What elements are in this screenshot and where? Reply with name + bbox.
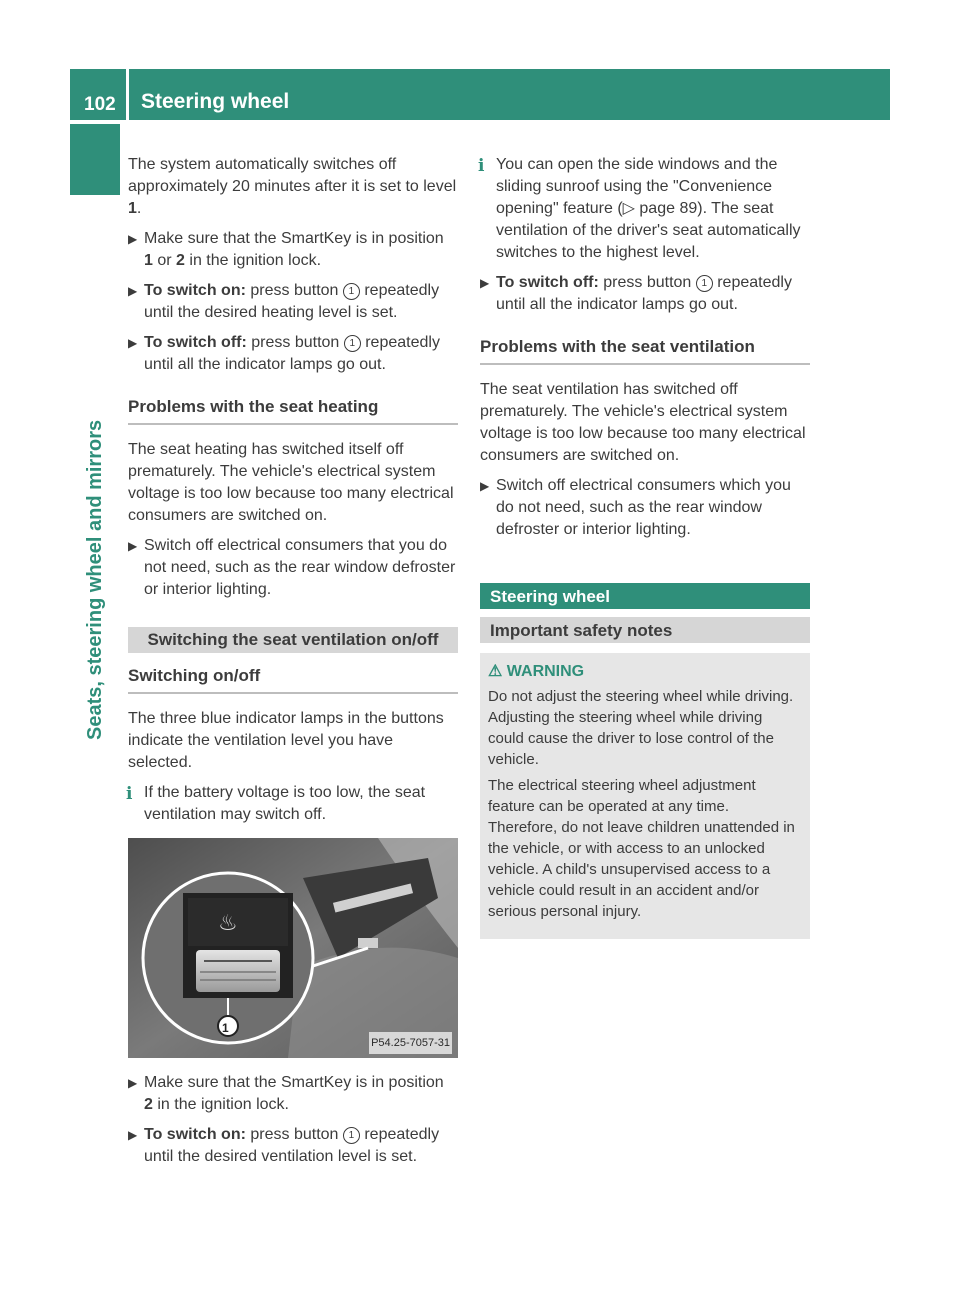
svg-text:♨: ♨: [218, 911, 238, 936]
step-arrow-icon: ▶: [128, 1076, 138, 1090]
step-switch-off-ventilation: [480, 272, 810, 316]
step-arrow-icon: ▶: [480, 276, 490, 290]
warning-box: [480, 653, 810, 939]
step-text: Switch off electrical consumers which you do not need, such as the rear window defroster or interior lighting.: [496, 477, 791, 538]
position-2: 2: [176, 252, 185, 269]
step-arrow-icon: ▶: [128, 284, 138, 298]
step-text: repeatedly until the desired heating level is set.: [144, 282, 440, 321]
intro-paragraph: [128, 154, 458, 220]
step-smartkey-heating: [128, 228, 458, 272]
info-icon: i: [126, 784, 133, 804]
step-text: press button: [250, 1126, 339, 1143]
warning-paragraph-2: The electrical steering wheel adjustment feature can be operated at any time. Therefore, do not leave children unattended in the vehicle, or with access to an unlocked vehicle. A child's unsupervised access to a vehicle could result in an accident and/or serious personal injury.: [488, 777, 795, 920]
warning-label: WARNING: [506, 663, 585, 680]
intro-end: .: [136, 200, 142, 217]
step-switch-on-heating: [128, 280, 458, 324]
ventilation-text: The three blue indicator lamps in the buttons indicate the ventilation level you have selected.: [128, 710, 444, 771]
step-text: in the ignition lock.: [189, 252, 322, 269]
step-switch-on-ventilation: [128, 1124, 458, 1168]
info-icon: i: [478, 156, 485, 176]
step-arrow-icon: ▶: [128, 336, 138, 350]
page-number: 102: [84, 94, 116, 115]
intro-text: The system automatically switches off approximately 20 minutes after it is set to level: [128, 156, 457, 195]
step-switch-off-consumers-right: [480, 475, 810, 541]
step-label: To switch off:: [496, 274, 599, 291]
heading-problems-seat-heating: Problems with the seat heating: [128, 396, 458, 425]
info-text: If the battery voltage is too low, the seat ventilation may switch off.: [144, 784, 426, 823]
step-arrow-icon: ▶: [128, 539, 138, 553]
step-smartkey-ventilation: [128, 1072, 458, 1116]
left-column: [128, 154, 458, 1176]
heading-problems-seat-ventilation: Problems with the seat ventilation: [480, 336, 810, 365]
info-battery-voltage: [128, 782, 458, 826]
heading-switching-on-off: Switching on/off: [128, 665, 458, 694]
step-text: press button: [251, 334, 340, 351]
problems-heating-text: The seat heating has switched itself off prematurely. The vehicle's electrical system voltage is too low because too many electrical consumers are switched on.: [128, 441, 454, 524]
side-tab-block: [70, 124, 120, 195]
step-text: Make sure that the SmartKey is in position: [144, 1074, 444, 1091]
info-text: You can open the side windows and the sliding sunroof using the "Convenience opening" feature (▷ page 89). The seat ventilation of the driver's seat automatically switches to the highest level.: [496, 156, 801, 261]
problems-ventilation-text: The seat ventilation has switched off prematurely. The vehicle's electrical system voltage is too low because too many electrical consumers are switched on.: [480, 381, 806, 464]
page-title: Steering wheel: [141, 90, 290, 113]
step-text: press button: [250, 282, 339, 299]
position-1: 1: [144, 252, 153, 269]
step-text: repeatedly until all the indicator lamps go out.: [496, 274, 792, 313]
step-label: To switch on:: [144, 1126, 246, 1143]
step-text: Switch off electrical consumers that you do not need, such as the rear window defroster or interior lighting.: [144, 537, 456, 598]
warning-title: [488, 661, 802, 682]
callout-1-icon: 1: [343, 1127, 360, 1144]
step-arrow-icon: ▶: [480, 479, 490, 493]
callout-1-icon: 1: [696, 275, 713, 292]
side-tab-label: Seats, steering wheel and mirrors: [84, 419, 106, 740]
section-heading-steering-wheel: Steering wheel: [480, 583, 810, 609]
step-arrow-icon: ▶: [128, 232, 138, 246]
step-label: To switch on:: [144, 282, 246, 299]
header-divider: [126, 69, 129, 120]
step-switch-off-heating: [128, 332, 458, 376]
callout-1-icon: 1: [343, 283, 360, 300]
step-text: repeatedly until the desired ventilation level is set.: [144, 1126, 440, 1165]
door-panel-illustration: [128, 838, 458, 1058]
step-switch-off-consumers: [128, 535, 458, 601]
position-2: 2: [144, 1096, 153, 1113]
callout-1-icon: 1: [344, 335, 361, 352]
step-label: To switch off:: [144, 334, 247, 351]
step-or: or: [157, 252, 172, 269]
warning-paragraph-1: Do not adjust the steering wheel while driving. Adjusting the steering wheel while driving could cause the driver to lose control of the vehicle.: [488, 688, 794, 768]
heading-important-safety-notes: Important safety notes: [480, 617, 810, 643]
info-convenience-opening: [480, 154, 810, 264]
photo-callout-1: 1: [222, 1021, 229, 1035]
step-text: repeatedly until all the indicator lamps go out.: [144, 334, 440, 373]
intro-level: 1: [128, 200, 137, 217]
section-heading-ventilation: Switching the seat ventilation on/off: [128, 627, 458, 653]
step-arrow-icon: ▶: [128, 1128, 138, 1142]
step-text: Make sure that the SmartKey is in position: [144, 230, 444, 247]
warning-triangle-icon: ⚠: [488, 663, 503, 680]
door-panel-photo: [128, 838, 458, 1058]
step-text: in the ignition lock.: [157, 1096, 289, 1113]
step-text: press button: [603, 274, 692, 291]
right-column: [480, 154, 810, 939]
photo-reference-code: P54.25-7057-31: [369, 1032, 452, 1054]
